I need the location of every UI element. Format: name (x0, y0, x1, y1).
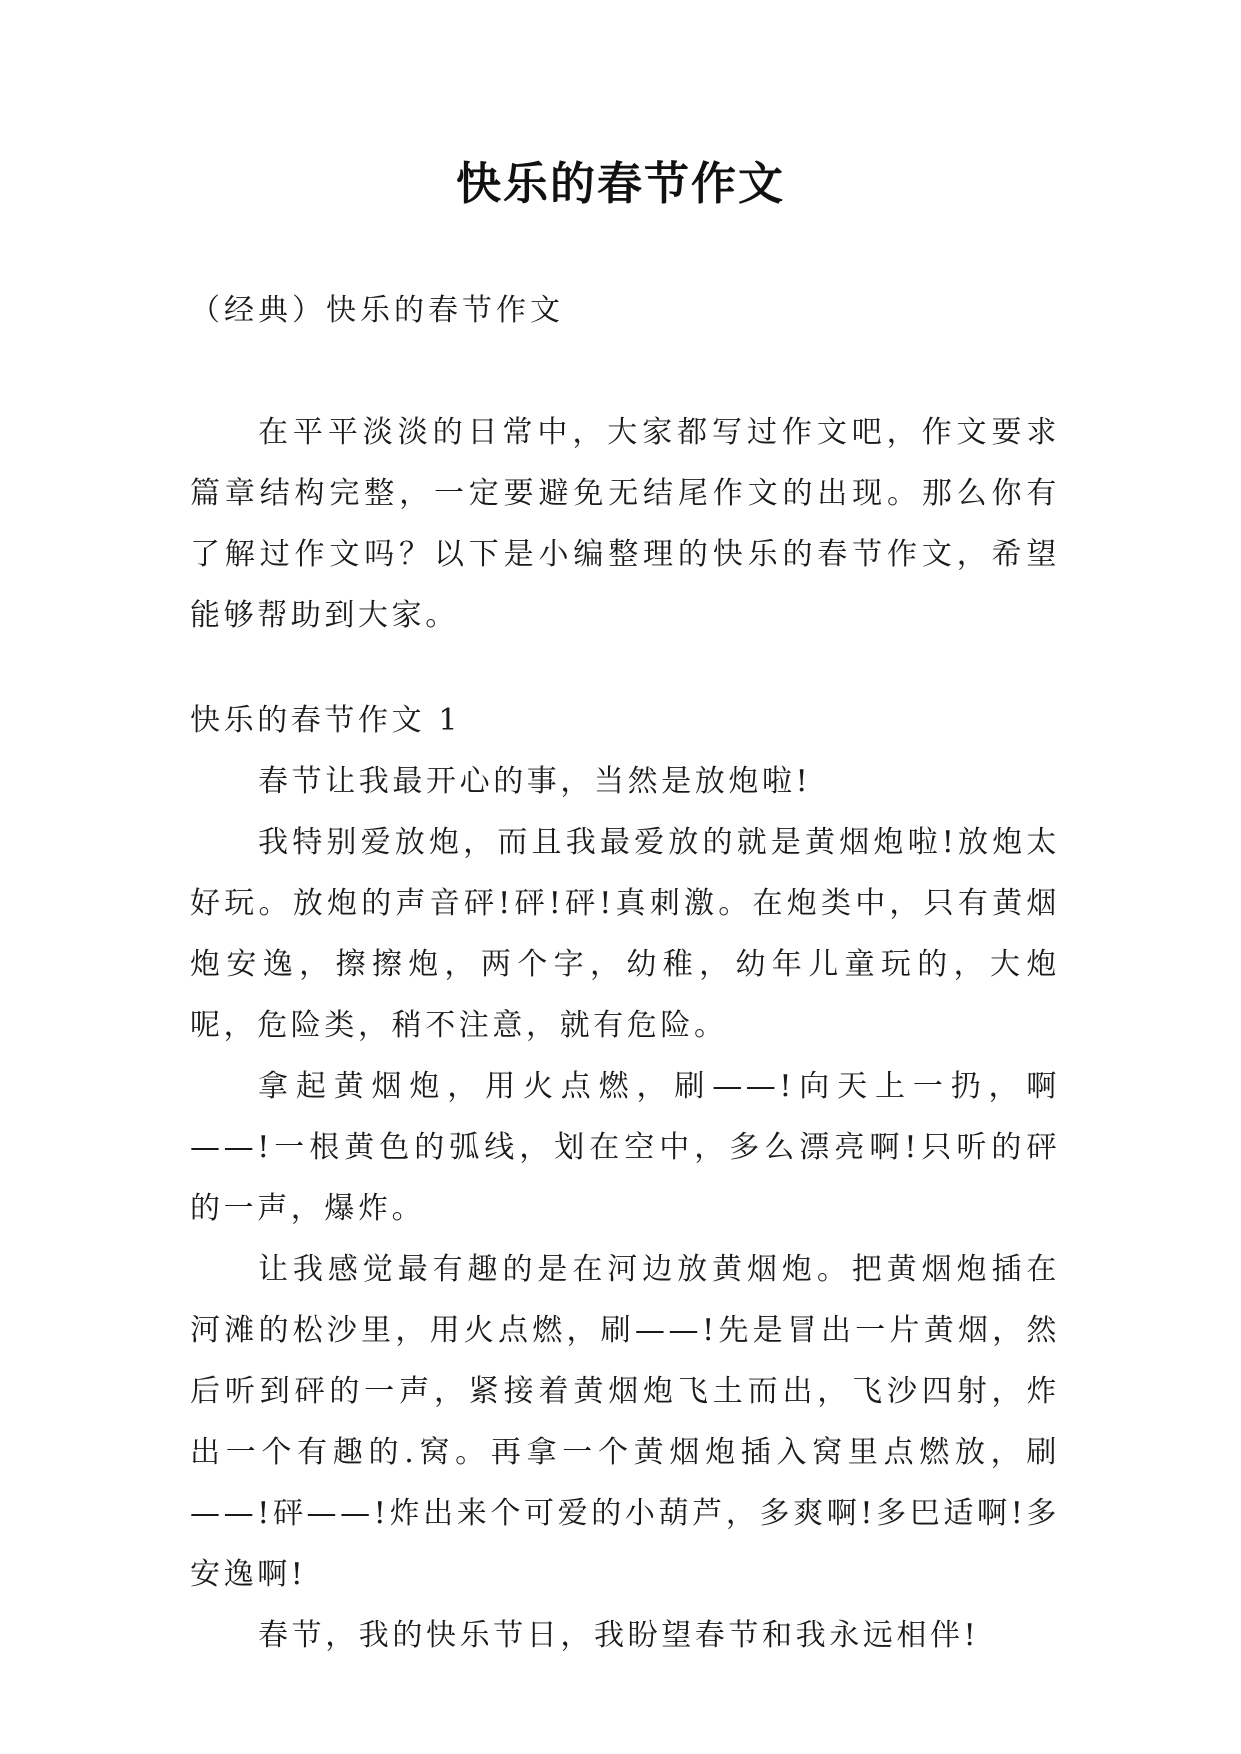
essay-paragraph: 我特别爱放炮，而且我最爱放的就是黄烟炮啦!放炮太好玩。放炮的声音砰!砰!砰!真刺激。在炮类中，只有黄烟炮安逸，擦擦炮，两个字，幼稚，幼年儿童玩的，大炮呢，危险类，稍不注意，就有危险。 (190, 825, 1060, 1043)
essay-heading: 快乐的春节作文 1 (190, 703, 462, 738)
document-subtitle: （经典）快乐的春节作文 (190, 293, 564, 328)
essay-paragraph: 春节让我最开心的事，当然是放炮啦! (258, 764, 812, 799)
essay-paragraph: 拿起黄烟炮，用火点燃，刷——!向天上一扔，啊——!一根黄色的弧线，划在空中，多么漂亮啊!只听的砰的一声，爆炸。 (190, 1069, 1060, 1226)
intro-section (190, 402, 1060, 646)
essay-section (190, 690, 1060, 1666)
essay-paragraph: 让我感觉最有趣的是在河边放黄烟炮。把黄烟炮插在河滩的松沙里，用火点燃，刷——!先是冒出一片黄烟，然后听到砰的一声，紧接着黄烟炮飞土而出，飞沙四射，炸出一个有趣的.窝。再拿一个黄烟炮插入窝里点燃放，刷——!砰——!炸出来个可爱的小葫芦，多爽啊!多巴适啊!多安逸啊! (190, 1252, 1060, 1592)
essay-paragraph: 春节，我的快乐节日，我盼望春节和我永远相伴! (258, 1618, 980, 1653)
intro-paragraph: 在平平淡淡的日常中，大家都写过作文吧，作文要求篇章结构完整，一定要避免无结尾作文的出现。那么你有了解过作文吗？以下是小编整理的快乐的春节作文，希望能够帮助到大家。 (190, 415, 1060, 633)
document-title: 快乐的春节作文 (455, 157, 785, 210)
